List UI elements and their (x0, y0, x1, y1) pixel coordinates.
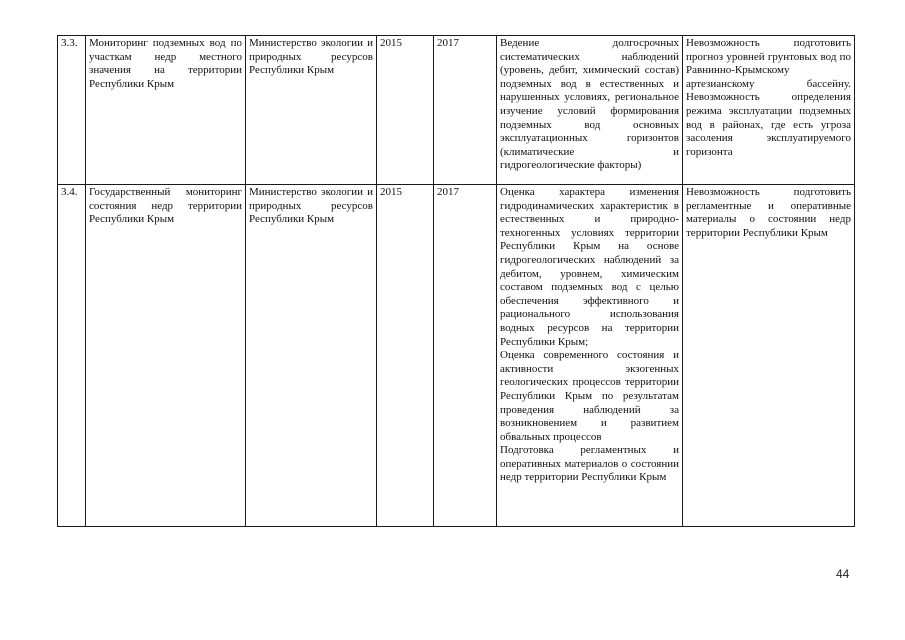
content-paragraph: Оценка характера изменения гидродинамических характеристик в естественных и природно-техногенных условиях территории Республики Крым на основе гидрогеологических наблюдений за дебитом, уровнем, химическим составом подземных вод с целью обеспечения эффективного и рационального использования водных ресурсов на территории Республики Крым; (500, 186, 679, 348)
executor: Министерство экологии и природных ресурсов Республики Крым (246, 36, 377, 185)
executor: Министерство экологии и природных ресурсов Республики Крым (246, 185, 377, 527)
measure-content (497, 185, 683, 527)
measure-content (497, 36, 683, 185)
consequences: Невозможность подготовить регламентные и оперативные материалы о состоянии недр территории Республики Крым (683, 185, 855, 527)
row-number: 3.4. (58, 185, 86, 527)
measures-table (57, 35, 855, 527)
measure-name: Мониторинг подземных вод по участкам недр местного значения на территории Республики Крым (86, 36, 246, 185)
measure-name: Государственный мониторинг состояния недр территории Республики Крым (86, 185, 246, 527)
consequences: Невозможность подготовить прогноз уровней грунтовых вод по Равнинно-Крымскому артезианскому бассейну. Невозможность определения режима эксплуатации подземных вод в районах, где есть угроза засоления эксплуатируемого горизонта (683, 36, 855, 185)
end-year: 2017 (434, 36, 497, 185)
content-paragraph: Подготовка регламентных и оперативных материалов о состоянии недр территории Республики Крым (500, 444, 679, 484)
table-row (58, 185, 855, 527)
table-row (58, 36, 855, 185)
row-number: 3.3. (58, 36, 86, 185)
content-paragraph: Оценка современного состояния и активности экзогенных геологических процессов территории Республики Крым по результатам проведения наблюдений за возникновением и развитием обвальных процессов (500, 349, 679, 443)
start-year: 2015 (377, 36, 434, 185)
page-number: 44 (836, 567, 850, 581)
content-paragraph: Ведение долгосрочных систематических наблюдений (уровень, дебит, химический состав) подземных вод в естественных и нарушенных условиях, региональное изучение условий формирования подземных вод основных эксплуатационных горизонтов (климатические и гидрогеологические факторы) (500, 37, 679, 172)
end-year: 2017 (434, 185, 497, 527)
start-year: 2015 (377, 185, 434, 527)
